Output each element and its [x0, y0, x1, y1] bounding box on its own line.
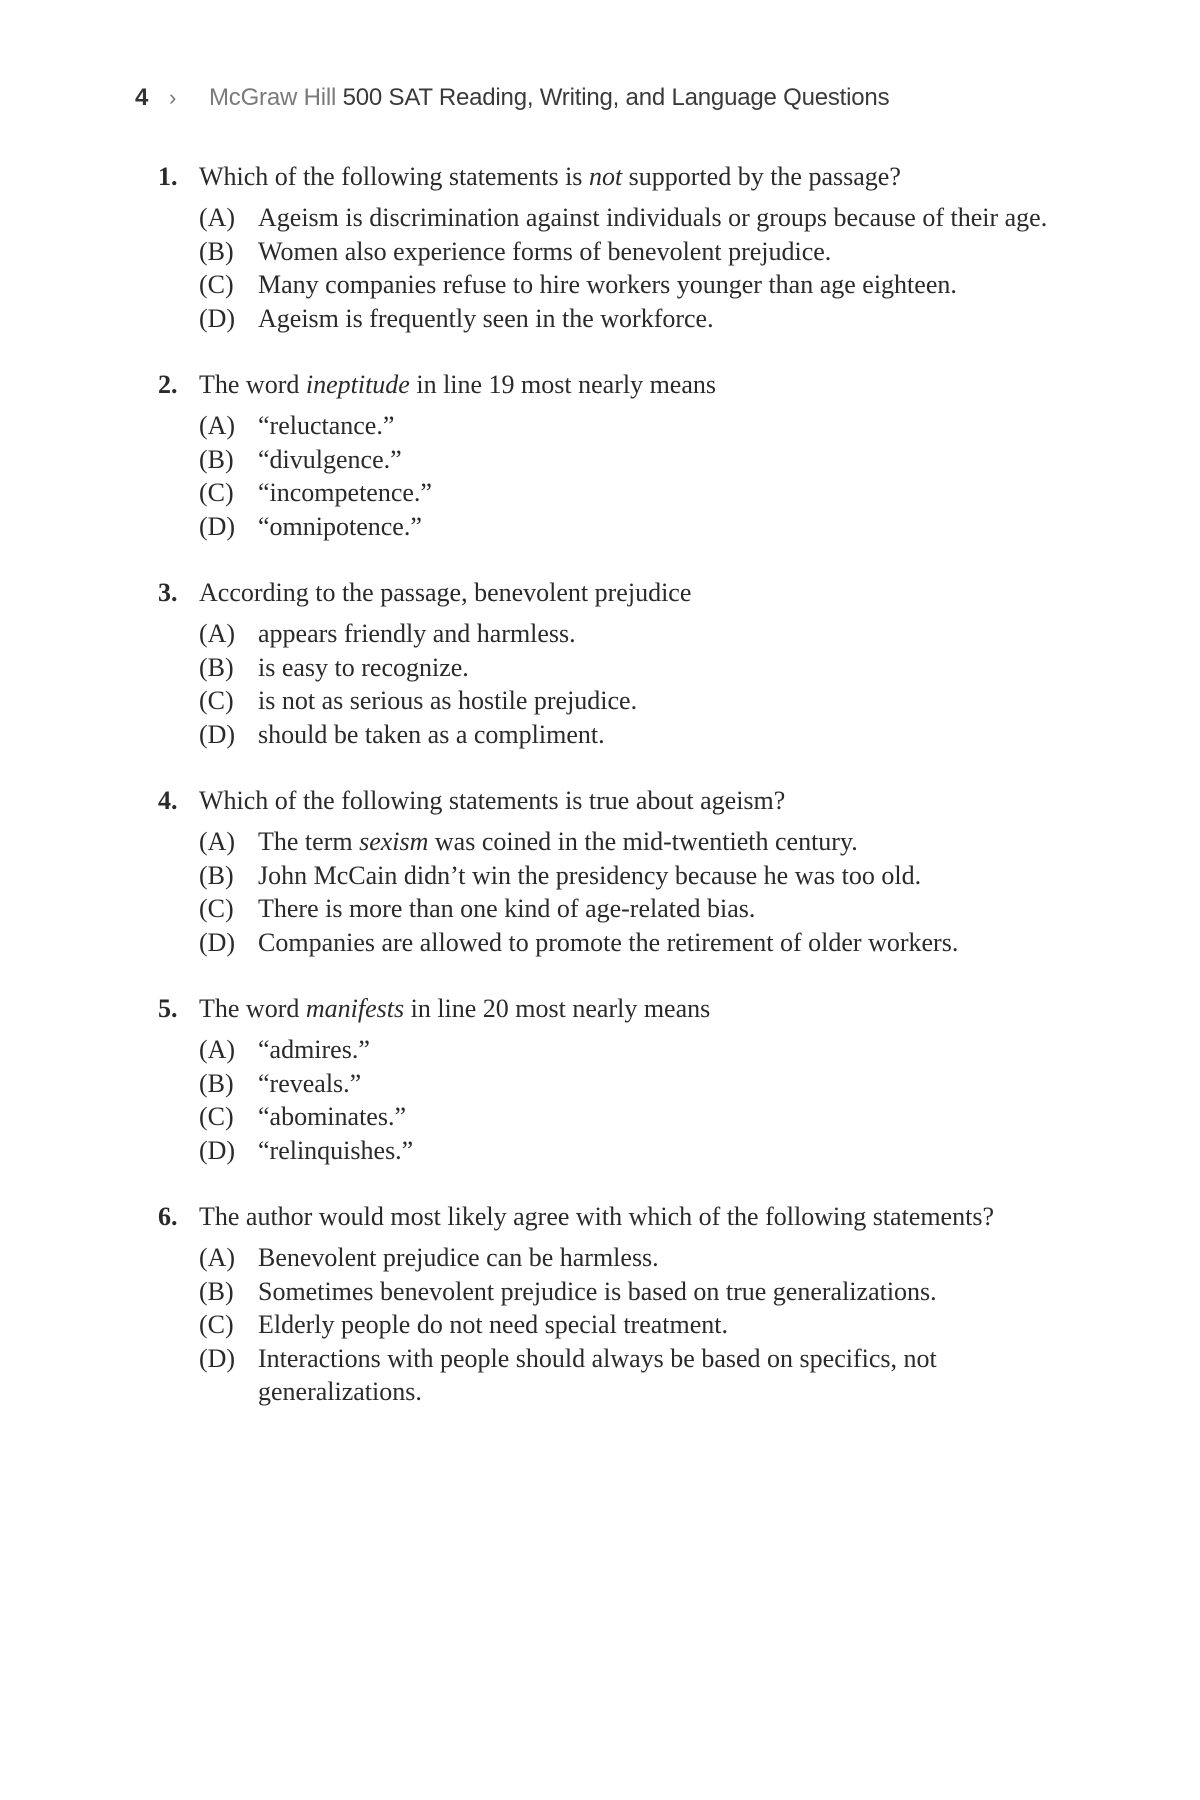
answer-options — [158, 201, 1058, 335]
option-letter: (C) — [199, 478, 234, 507]
question-number: 1. — [158, 162, 178, 191]
option-text: “abominates.” — [258, 1102, 406, 1131]
question-4 — [158, 784, 1058, 959]
question-stem — [158, 1200, 1058, 1234]
option-letter: (A) — [199, 827, 236, 856]
stem-text-end: in line 20 most nearly means — [404, 994, 711, 1023]
option-text: John McCain didn’t win the presidency because he was too old. — [258, 860, 922, 890]
option-text: Ageism is frequently seen in the workforce. — [258, 303, 714, 333]
option-letter: (B) — [199, 652, 234, 682]
option-italic-text: sexism — [359, 827, 429, 856]
question-stem — [158, 368, 1058, 402]
question-number: 5. — [158, 994, 178, 1023]
answer-option-b[interactable] — [158, 235, 1058, 269]
question-number: 3. — [158, 578, 178, 607]
question-stem — [158, 992, 1058, 1026]
option-text: is not as serious as hostile prejudice. — [258, 686, 638, 715]
answer-option-d[interactable] — [158, 1342, 1058, 1409]
question-stem — [158, 784, 1058, 818]
stem-text: The word — [199, 370, 306, 399]
option-letter: (A) — [199, 619, 236, 648]
question-list — [158, 160, 1058, 1442]
stem-italic-text: ineptitude — [305, 370, 410, 399]
stem-italic-text: manifests — [305, 994, 405, 1023]
answer-option-c[interactable] — [158, 892, 1058, 926]
option-text: Sometimes benevolent prejudice is based on true generalizations. — [258, 1276, 937, 1306]
stem-text: According to the passage, benevolent prejudice — [199, 578, 692, 607]
option-letter: (A) — [199, 411, 236, 440]
option-text: “incompetence.” — [258, 478, 432, 507]
answer-option-c[interactable] — [158, 684, 1058, 718]
answer-option-d[interactable] — [158, 718, 1058, 752]
option-text: appears friendly and harmless. — [258, 619, 576, 648]
option-letter: (D) — [199, 303, 236, 333]
option-text-end: was coined in the mid-twentieth century. — [428, 827, 858, 856]
option-text: Ageism is discrimination against individuals or groups because of their age. — [258, 203, 1048, 232]
question-1 — [158, 160, 1058, 335]
stem-text: Which of the following statements is — [199, 162, 589, 191]
answer-option-d[interactable] — [158, 1134, 1058, 1168]
stem-text: The author would most likely agree with which of the following statements? — [199, 1202, 994, 1231]
option-text: “reluctance.” — [258, 411, 395, 440]
answer-options — [158, 1241, 1058, 1409]
question-stem — [158, 160, 1058, 194]
option-letter: (B) — [199, 860, 234, 890]
answer-option-d[interactable] — [158, 510, 1058, 544]
option-letter: (A) — [199, 203, 236, 232]
option-text: “reveals.” — [258, 1068, 362, 1098]
running-header — [135, 84, 889, 112]
question-number: 2. — [158, 370, 178, 399]
stem-text: Which of the following statements is true about ageism? — [199, 786, 786, 815]
option-letter: (C) — [199, 894, 234, 923]
option-text: Interactions with people should always be based on specifics, not generalizations. — [258, 1343, 937, 1406]
option-text: “divulgence.” — [258, 444, 402, 474]
answer-option-a[interactable] — [158, 201, 1058, 235]
option-letter: (D) — [199, 511, 236, 541]
option-letter: (B) — [199, 1276, 234, 1306]
answer-options — [158, 617, 1058, 751]
stem-italic-text: not — [588, 162, 623, 191]
option-letter: (D) — [199, 1135, 236, 1165]
stem-text-end: supported by the passage? — [622, 162, 901, 191]
answer-option-a[interactable] — [158, 1241, 1058, 1275]
option-text: Women also experience forms of benevolent prejudice. — [258, 236, 832, 266]
answer-option-c[interactable] — [158, 1100, 1058, 1134]
question-number: 4. — [158, 786, 178, 815]
answer-options — [158, 1033, 1058, 1167]
option-text: “omnipotence.” — [258, 511, 422, 541]
option-text: Benevolent prejudice can be harmless. — [258, 1243, 659, 1272]
option-text: The term — [258, 827, 360, 856]
option-text: Elderly people do not need special treatment. — [258, 1310, 728, 1339]
answer-option-b[interactable] — [158, 859, 1058, 893]
option-letter: (B) — [199, 1068, 234, 1098]
answer-option-b[interactable] — [158, 443, 1058, 477]
option-text: “admires.” — [258, 1035, 370, 1064]
question-5 — [158, 992, 1058, 1167]
option-text: is easy to recognize. — [258, 652, 469, 682]
answer-option-c[interactable] — [158, 268, 1058, 302]
question-6 — [158, 1200, 1058, 1409]
answer-option-a[interactable] — [158, 617, 1058, 651]
option-text: Companies are allowed to promote the retirement of older workers. — [258, 927, 959, 957]
book-title: 500 SAT Reading, Writing, and Language Questions — [342, 84, 890, 111]
answer-option-c[interactable] — [158, 476, 1058, 510]
option-letter: (C) — [199, 1310, 234, 1339]
answer-option-c[interactable] — [158, 1308, 1058, 1342]
option-letter: (B) — [199, 444, 234, 474]
option-letter: (D) — [199, 1343, 236, 1373]
option-letter: (D) — [199, 927, 236, 957]
question-stem — [158, 576, 1058, 610]
question-number: 6. — [158, 1202, 178, 1231]
option-text: There is more than one kind of age-related bias. — [258, 894, 756, 923]
option-letter: (D) — [199, 719, 236, 749]
option-letter: (C) — [199, 270, 234, 299]
stem-text-end: in line 19 most nearly means — [409, 370, 717, 399]
option-text: should be taken as a compliment. — [258, 719, 605, 749]
option-letter: (A) — [199, 1243, 236, 1272]
answer-option-a[interactable] — [158, 825, 1058, 859]
option-letter: (A) — [199, 1035, 236, 1064]
publisher-name: McGraw Hill — [209, 84, 337, 111]
option-letter: (C) — [199, 686, 234, 715]
answer-option-a[interactable] — [158, 1033, 1058, 1067]
option-letter: (B) — [199, 236, 234, 266]
answer-option-d[interactable] — [158, 926, 1058, 960]
page-number: 4 — [135, 84, 149, 111]
answer-options — [158, 409, 1058, 543]
answer-option-d[interactable] — [158, 302, 1058, 336]
option-text: “relinquishes.” — [258, 1135, 414, 1165]
question-3 — [158, 576, 1058, 751]
answer-option-b[interactable] — [158, 1067, 1058, 1101]
stem-text: The word — [199, 994, 306, 1023]
answer-option-a[interactable] — [158, 409, 1058, 443]
answer-option-b[interactable] — [158, 651, 1058, 685]
answer-option-b[interactable] — [158, 1275, 1058, 1309]
question-2 — [158, 368, 1058, 543]
chevron-right-icon: › — [169, 85, 177, 110]
answer-options — [158, 825, 1058, 959]
option-text: Many companies refuse to hire workers younger than age eighteen. — [258, 270, 957, 299]
option-letter: (C) — [199, 1102, 234, 1131]
